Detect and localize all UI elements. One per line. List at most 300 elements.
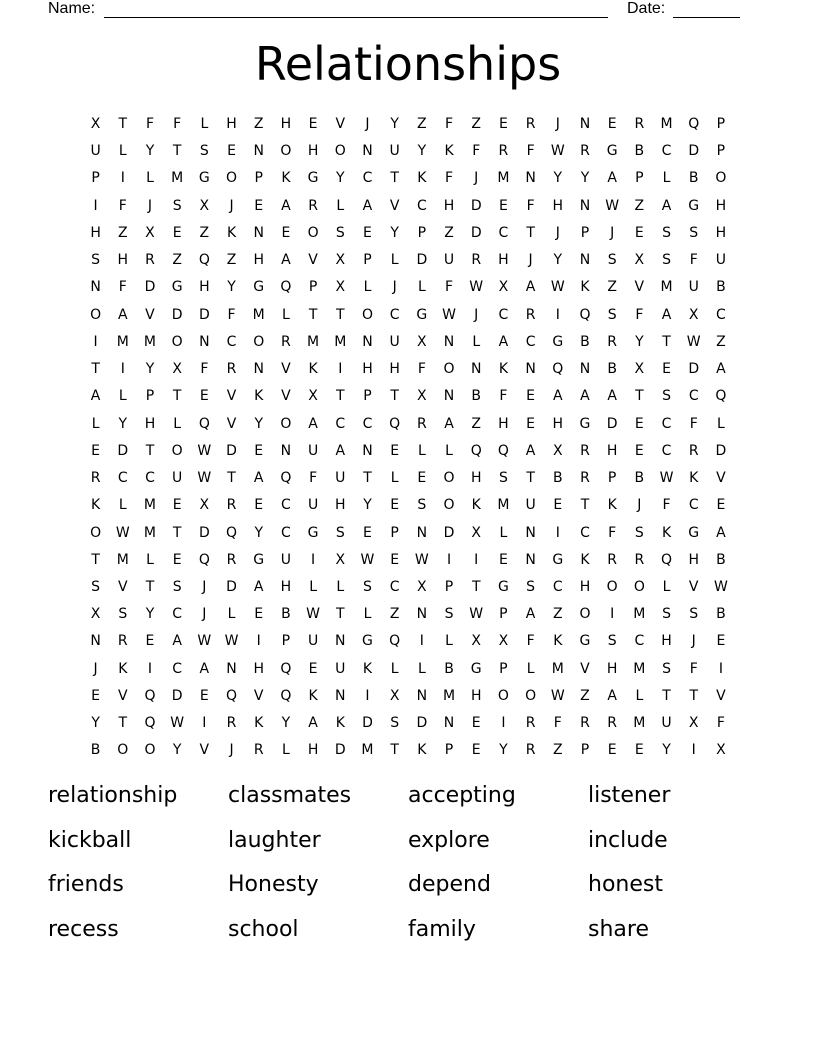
grid-letter: P <box>390 524 399 541</box>
grid-letter: D <box>715 442 727 459</box>
grid-letter: X <box>498 633 509 650</box>
grid-letter: A <box>444 415 454 432</box>
grid-letter: H <box>470 470 482 487</box>
grid-letter: A <box>253 578 264 595</box>
grid-letter: T <box>91 361 100 378</box>
grid-letter: N <box>335 687 346 704</box>
grid-letter: K <box>308 361 318 378</box>
grid-row <box>82 656 735 683</box>
grid-letter: Q <box>661 551 673 568</box>
grid-letter: I <box>691 742 696 759</box>
grid-letter: R <box>688 442 699 459</box>
grid-letter: I <box>419 633 424 650</box>
grid-letter: D <box>470 224 482 241</box>
grid-letter: S <box>91 252 101 269</box>
grid-letter: E <box>91 442 101 459</box>
grid-letter: E <box>607 116 617 132</box>
date-field-line <box>673 17 740 18</box>
grid-letter: F <box>227 306 236 323</box>
grid-letter: Z <box>444 224 454 241</box>
grid-letter: K <box>335 715 345 732</box>
grid-letter: A <box>281 197 291 214</box>
grid-letter: B <box>688 170 699 187</box>
grid-letter: A <box>117 306 128 323</box>
grid-letter: X <box>471 524 482 541</box>
grid-letter: Z <box>199 224 210 241</box>
grid-letter: W <box>360 551 375 568</box>
grid-letter: B <box>634 470 645 487</box>
grid-letter: O <box>361 306 373 323</box>
grid-letter: K <box>281 170 291 187</box>
grid-letter: R <box>471 252 482 269</box>
grid-letter: B <box>444 660 454 677</box>
grid-letter: Y <box>91 715 100 732</box>
grid-letter: L <box>390 470 399 487</box>
grid-letter: N <box>579 116 591 132</box>
grid-letter: F <box>526 143 535 160</box>
grid-letter: U <box>389 333 400 350</box>
grid-letter: V <box>580 660 590 677</box>
grid-letter: L <box>390 660 399 677</box>
grid-row <box>82 247 735 274</box>
grid-letter: O <box>579 606 591 623</box>
grid-letter: E <box>227 143 236 160</box>
grid-letter: M <box>116 551 129 568</box>
grid-letter: Y <box>363 497 372 514</box>
word-bank-item: family <box>408 916 476 942</box>
grid-letter: X <box>417 333 427 350</box>
grid-letter: O <box>525 687 537 704</box>
letter-grid <box>82 111 735 765</box>
grid-letter: R <box>525 742 536 759</box>
grid-letter: H <box>606 442 618 459</box>
grid-letter: W <box>713 578 728 595</box>
grid-letter: T <box>580 497 590 514</box>
grid-letter: L <box>417 279 426 296</box>
grid-letter: K <box>580 551 590 568</box>
grid-letter: T <box>526 224 535 241</box>
grid-letter: N <box>525 524 536 541</box>
grid-letter: W <box>469 279 484 296</box>
grid-letter: M <box>497 170 510 187</box>
grid-letter: F <box>445 279 454 296</box>
grid-letter: L <box>662 578 671 595</box>
grid-letter: O <box>443 470 455 487</box>
grid-letter: I <box>311 551 316 568</box>
grid-letter: A <box>580 388 590 405</box>
grid-letter: L <box>118 143 127 160</box>
grid-letter: Q <box>226 687 238 704</box>
grid-letter: D <box>171 306 183 323</box>
grid-letter: J <box>202 606 207 623</box>
grid-letter: B <box>552 470 563 487</box>
grid-letter: V <box>716 687 726 704</box>
grid-letter: R <box>525 306 536 323</box>
grid-letter: U <box>307 497 319 514</box>
grid-letter: E <box>526 415 536 432</box>
grid-letter: V <box>199 742 210 759</box>
grid-letter: L <box>282 742 290 759</box>
grid-letter: B <box>716 551 726 568</box>
grid-letter: H <box>307 742 319 759</box>
grid-letter: G <box>416 306 428 323</box>
grid-letter: P <box>91 170 100 187</box>
grid-letter: W <box>550 143 565 160</box>
grid-letter: B <box>471 388 482 405</box>
grid-letter: Y <box>145 361 155 378</box>
grid-letter: M <box>143 524 157 541</box>
grid-letter: N <box>253 143 264 160</box>
grid-letter: F <box>445 170 454 187</box>
grid-letter: V <box>634 279 645 296</box>
grid-letter: H <box>280 116 292 132</box>
grid-letter: N <box>362 143 373 160</box>
grid-letter: V <box>226 415 237 432</box>
grid-letter: E <box>254 606 264 623</box>
grid-letter: P <box>363 252 372 269</box>
grid-letter: G <box>307 524 319 541</box>
grid-letter: D <box>416 715 428 732</box>
grid-letter: X <box>90 606 101 623</box>
grid-letter: A <box>607 170 617 187</box>
grid-letter: Q <box>389 633 401 650</box>
grid-letter: N <box>470 361 482 378</box>
grid-letter: Y <box>417 143 427 160</box>
grid-letter: H <box>443 197 455 214</box>
grid-letter: A <box>253 470 264 487</box>
grid-letter: S <box>634 524 644 541</box>
grid-row <box>82 383 735 410</box>
grid-letter: F <box>173 116 182 132</box>
grid-letter: S <box>607 252 617 269</box>
date-label: Date: <box>627 0 666 17</box>
grid-letter: V <box>281 361 291 378</box>
grid-letter: N <box>443 388 455 405</box>
word-bank-row <box>48 778 768 823</box>
grid-letter: H <box>199 279 210 296</box>
grid-letter: P <box>635 170 644 187</box>
grid-letter: D <box>144 279 156 296</box>
grid-letter: I <box>202 715 207 732</box>
grid-letter: H <box>253 252 264 269</box>
grid-letter: D <box>226 442 237 459</box>
grid-letter: T <box>390 742 399 759</box>
grid-letter: N <box>525 170 536 187</box>
grid-letter: R <box>634 551 645 568</box>
grid-letter: M <box>252 306 265 323</box>
grid-letter: T <box>471 578 481 595</box>
grid-letter: E <box>471 742 481 759</box>
grid-letter: Q <box>226 524 238 541</box>
grid-letter: O <box>443 497 455 514</box>
grid-letter: G <box>362 633 373 650</box>
grid-letter: M <box>633 660 646 677</box>
grid-letter: Z <box>417 116 427 132</box>
grid-letter: Y <box>254 415 263 432</box>
grid-letter: F <box>145 116 154 132</box>
grid-letter: S <box>444 606 454 623</box>
grid-letter: E <box>417 470 427 487</box>
grid-letter: Y <box>336 170 345 187</box>
grid-letter: S <box>662 252 671 269</box>
grid-letter: K <box>118 660 128 677</box>
grid-letter: G <box>606 143 618 160</box>
grid-row <box>82 111 735 138</box>
grid-letter: I <box>256 633 261 650</box>
grid-letter: C <box>552 578 563 595</box>
word-bank-item: Honesty <box>228 872 319 897</box>
grid-letter: W <box>550 279 565 296</box>
grid-row <box>82 737 735 764</box>
grid-letter: K <box>689 470 699 487</box>
word-bank-row <box>48 823 768 868</box>
grid-letter: H <box>307 143 319 160</box>
grid-letter: U <box>307 633 319 650</box>
grid-letter: U <box>307 442 319 459</box>
grid-letter: H <box>579 578 591 595</box>
grid-letter: T <box>662 333 671 350</box>
grid-letter: C <box>389 306 400 323</box>
grid-letter: D <box>470 197 482 214</box>
grid-letter: O <box>443 361 455 378</box>
grid-letter: H <box>117 252 129 269</box>
grid-letter: H <box>144 415 156 432</box>
grid-letter: F <box>689 660 698 677</box>
grid-row <box>82 165 735 192</box>
grid-letter: Q <box>579 306 591 323</box>
grid-letter: Q <box>688 116 700 132</box>
grid-letter: Y <box>390 224 399 241</box>
grid-letter: A <box>172 633 182 650</box>
grid-letter: S <box>607 633 617 650</box>
grid-letter: R <box>580 470 590 487</box>
grid-letter: M <box>307 333 320 350</box>
grid-letter: A <box>281 252 291 269</box>
grid-letter: X <box>199 497 210 514</box>
grid-letter: E <box>172 497 182 514</box>
grid-letter: V <box>308 252 318 269</box>
grid-letter: C <box>661 442 672 459</box>
grid-letter: S <box>662 660 671 677</box>
word-bank-item: include <box>588 827 668 853</box>
grid-letter: D <box>362 715 373 732</box>
grid-letter: V <box>281 388 291 405</box>
grid-letter: Y <box>662 742 671 759</box>
word-bank-row <box>48 867 768 912</box>
grid-letter: E <box>498 197 508 214</box>
grid-letter: W <box>469 606 484 623</box>
grid-letter: U <box>525 497 536 514</box>
grid-letter: H <box>606 660 618 677</box>
grid-letter: Y <box>172 742 182 759</box>
grid-letter: R <box>607 715 618 732</box>
grid-letter: K <box>444 143 454 160</box>
grid-letter: S <box>390 715 400 732</box>
grid-letter: L <box>472 333 481 350</box>
grid-letter: K <box>580 279 590 296</box>
grid-letter: W <box>605 197 620 214</box>
grid-letter: E <box>172 551 182 568</box>
grid-letter: T <box>689 687 698 704</box>
grid-row <box>82 274 735 301</box>
grid-letter: S <box>662 224 671 241</box>
grid-letter: W <box>550 687 565 704</box>
grid-letter: C <box>416 197 427 214</box>
grid-letter: Z <box>389 606 400 623</box>
grid-letter: Z <box>172 252 182 269</box>
grid-letter: G <box>307 170 319 187</box>
grid-letter: E <box>634 224 644 241</box>
grid-letter: P <box>580 224 590 241</box>
grid-letter: K <box>308 687 318 704</box>
grid-letter: X <box>471 633 482 650</box>
grid-letter: H <box>470 687 482 704</box>
grid-letter: L <box>445 633 453 650</box>
grid-letter: U <box>443 252 455 269</box>
grid-letter: E <box>390 442 400 459</box>
grid-letter: U <box>90 143 101 160</box>
grid-letter: H <box>552 197 564 214</box>
grid-letter: N <box>525 551 536 568</box>
grid-row <box>82 302 735 329</box>
grid-letter: T <box>172 524 182 541</box>
grid-letter: F <box>472 143 481 160</box>
grid-letter: V <box>253 687 264 704</box>
grid-letter: B <box>281 606 291 623</box>
grid-letter: W <box>197 470 212 487</box>
grid-letter: H <box>335 497 346 514</box>
grid-letter: Y <box>118 415 128 432</box>
grid-letter: D <box>416 252 428 269</box>
grid-letter: P <box>254 170 263 187</box>
grid-letter: M <box>442 687 456 704</box>
grid-letter: U <box>280 551 292 568</box>
grid-letter: T <box>172 143 182 160</box>
grid-letter: B <box>716 279 726 296</box>
grid-letter: F <box>608 524 617 541</box>
grid-letter: A <box>90 388 101 405</box>
grid-letter: X <box>417 578 427 595</box>
grid-letter: U <box>661 715 672 732</box>
grid-letter: I <box>555 524 560 541</box>
grid-letter: N <box>226 660 237 677</box>
grid-letter: N <box>579 197 591 214</box>
grid-letter: X <box>634 252 645 269</box>
grid-letter: X <box>172 361 182 378</box>
name-field-line <box>104 17 608 18</box>
grid-letter: O <box>280 415 292 432</box>
grid-letter: N <box>443 715 455 732</box>
grid-letter: G <box>688 197 700 214</box>
grid-letter: C <box>362 170 373 187</box>
grid-letter: X <box>145 224 155 241</box>
grid-letter: R <box>607 551 618 568</box>
grid-letter: Z <box>471 116 482 132</box>
grid-letter: X <box>308 388 318 405</box>
grid-letter: E <box>254 497 264 514</box>
grid-letter: P <box>281 633 291 650</box>
grid-letter: L <box>118 497 127 514</box>
grid-letter: E <box>390 497 400 514</box>
grid-letter: S <box>363 578 372 595</box>
grid-letter: N <box>90 633 101 650</box>
grid-letter: D <box>117 442 129 459</box>
grid-letter: P <box>417 224 427 241</box>
grid-letter: N <box>416 606 428 623</box>
grid-letter: B <box>607 361 617 378</box>
word-bank-item: explore <box>408 827 490 853</box>
grid-letter: W <box>115 524 130 541</box>
grid-row <box>82 220 735 247</box>
grid-letter: T <box>336 388 345 405</box>
grid-letter: A <box>716 361 726 378</box>
grid-letter: E <box>254 197 264 214</box>
grid-letter: E <box>634 415 644 432</box>
grid-letter: X <box>199 197 210 214</box>
grid-letter: O <box>90 306 102 323</box>
grid-row <box>82 465 735 492</box>
grid-letter: L <box>417 442 426 459</box>
grid-letter: Q <box>470 442 482 459</box>
grid-letter: O <box>90 524 102 541</box>
grid-letter: T <box>390 388 399 405</box>
grid-letter: L <box>526 660 535 677</box>
grid-letter: W <box>659 470 674 487</box>
grid-letter: I <box>501 715 506 732</box>
grid-letter: N <box>362 333 373 350</box>
grid-letter: R <box>308 197 318 214</box>
grid-letter: B <box>634 143 645 160</box>
grid-letter: G <box>171 279 183 296</box>
grid-letter: S <box>199 143 209 160</box>
grid-letter: P <box>444 578 454 595</box>
grid-letter: G <box>579 415 591 432</box>
grid-letter: J <box>610 224 615 241</box>
grid-letter: L <box>635 687 644 704</box>
grid-letter: F <box>499 388 508 405</box>
grid-letter: U <box>389 143 400 160</box>
grid-letter: V <box>716 470 726 487</box>
grid-letter: N <box>90 279 101 296</box>
grid-letter: W <box>442 306 456 323</box>
grid-letter: C <box>145 470 155 487</box>
grid-letter: I <box>365 687 370 704</box>
grid-letter: T <box>635 388 644 405</box>
grid-letter: T <box>526 470 535 487</box>
grid-letter: E <box>716 497 726 514</box>
grid-letter: A <box>525 442 536 459</box>
grid-letter: X <box>335 551 346 568</box>
grid-letter: J <box>528 252 533 269</box>
grid-letter: V <box>226 388 237 405</box>
grid-letter: L <box>309 578 317 595</box>
word-bank <box>48 778 768 956</box>
grid-letter: K <box>417 742 427 759</box>
grid-letter: Q <box>144 687 156 704</box>
grid-letter: E <box>471 715 481 732</box>
grid-letter: E <box>254 442 264 459</box>
grid-letter: T <box>118 116 128 132</box>
grid-letter: O <box>253 333 265 350</box>
grid-letter: G <box>198 170 210 187</box>
grid-letter: N <box>443 333 455 350</box>
grid-letter: K <box>417 170 427 187</box>
grid-letter: P <box>499 606 508 623</box>
grid-letter: Q <box>552 361 564 378</box>
grid-letter: S <box>91 578 101 595</box>
grid-letter: O <box>226 170 238 187</box>
grid-letter: C <box>389 578 400 595</box>
